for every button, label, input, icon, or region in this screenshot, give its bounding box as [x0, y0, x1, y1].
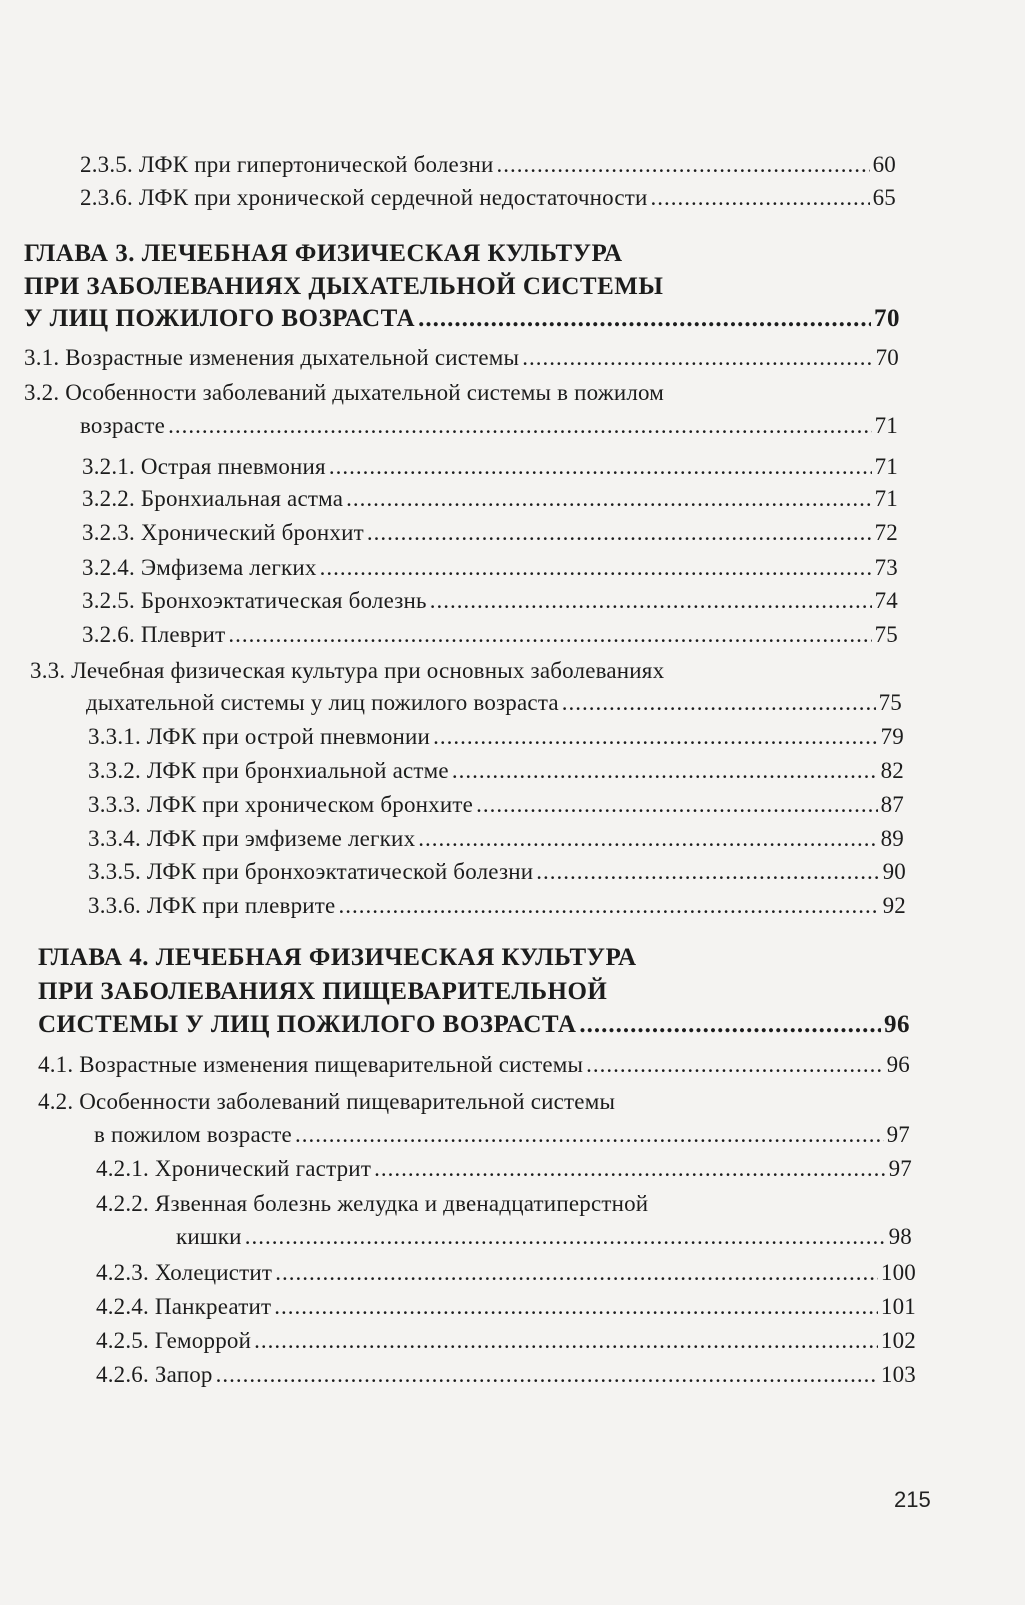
dot-leader [476, 790, 878, 820]
dot-leader [562, 688, 876, 718]
dot-leader [168, 411, 872, 441]
page-ref: 71 [874, 454, 898, 479]
dot-leader [452, 756, 878, 786]
page-ref: 96 [886, 1052, 910, 1077]
toc-entry-3-3-3 [88, 790, 904, 820]
toc-entry-4-1 [38, 1050, 910, 1080]
entry-label: 3.2.4. Эмфизема легких [82, 555, 317, 580]
dot-leader [254, 1326, 878, 1356]
dot-leader [418, 824, 877, 854]
entry-label: 2.3.6. ЛФК при хронической сердечной недостаточности [80, 185, 648, 210]
dot-leader [338, 891, 879, 921]
entry-label: 3.3.2. ЛФК при бронхиальной астме [88, 758, 449, 783]
toc-entry-4-2-6 [96, 1360, 916, 1390]
page-ref: 71 [874, 413, 898, 438]
dot-leader [245, 1222, 886, 1252]
page-ref: 65 [872, 185, 896, 210]
chapter-3-title-line-2: ПРИ ЗАБОЛЕВАНИЯХ ДЫХАТЕЛЬНОЙ СИСТЕМЫ [24, 273, 664, 300]
dot-leader [295, 1120, 884, 1150]
dot-leader [586, 1050, 883, 1080]
toc-entry-3-2-6 [82, 620, 898, 650]
toc-entry-2-3-6 [80, 183, 896, 213]
entry-label: СИСТЕМЫ У ЛИЦ ПОЖИЛОГО ВОЗРАСТА [38, 1011, 577, 1038]
page-ref: 70 [874, 305, 900, 332]
page-ref: 87 [880, 792, 904, 817]
toc-entry-4-2-2-line-2 [176, 1222, 912, 1252]
dot-leader [216, 1360, 878, 1390]
toc-entry-3-2-line-1: 3.2. Особенности заболеваний дыхательной системы в пожилом [24, 380, 665, 405]
toc-entry-3-2-2 [82, 484, 898, 514]
entry-label: У ЛИЦ ПОЖИЛОГО ВОЗРАСТА [24, 305, 416, 332]
entry-label: 3.3.1. ЛФК при острой пневмонии [88, 724, 431, 749]
toc-entry-3-3-2 [88, 756, 904, 786]
entry-label: 3.2.1. Острая пневмония [82, 454, 326, 479]
entry-label: 3.3.4. ЛФК при эмфиземе легких [88, 826, 416, 851]
page-ref: 70 [875, 345, 899, 370]
page-ref: 96 [884, 1011, 910, 1038]
dot-leader [228, 620, 871, 650]
toc-entry-2-3-5 [80, 150, 896, 180]
dot-leader [418, 304, 871, 334]
page-ref: 102 [880, 1328, 916, 1353]
page-ref: 89 [880, 826, 904, 851]
page-ref: 71 [874, 486, 898, 511]
toc-entry-4-2-line-2 [94, 1120, 910, 1150]
entry-label: 3.2.3. Хронический бронхит [82, 520, 364, 545]
chapter-4-title-line-2: ПРИ ЗАБОЛЕВАНИЯХ ПИЩЕВАРИТЕЛЬНОЙ [38, 978, 608, 1005]
page-ref: 79 [880, 724, 904, 749]
entry-label: 4.2.4. Панкреатит [96, 1294, 272, 1319]
dot-leader [374, 1154, 886, 1184]
entry-label: 3.2.5. Бронхоэктатическая болезнь [82, 588, 427, 613]
page-ref: 97 [888, 1156, 912, 1181]
entry-label: 4.2.3. Холецистит [96, 1260, 273, 1285]
dot-leader [367, 518, 872, 548]
toc-entry-4-2-5 [96, 1326, 916, 1356]
entry-label: 4.2.5. Геморрой [96, 1328, 252, 1353]
toc-entry-4-2-2-line-1: 4.2.2. Язвенная болезнь желудка и двенадцатиперстной [96, 1191, 649, 1216]
entry-label: 3.1. Возрастные изменения дыхательной системы [24, 345, 520, 370]
toc-entry-3-3-1 [88, 722, 904, 752]
toc-entry-3-3-4 [88, 824, 904, 854]
page-ref: 75 [874, 622, 898, 647]
dot-leader [430, 586, 872, 616]
page-ref: 72 [874, 520, 898, 545]
page-ref: 74 [874, 588, 898, 613]
entry-label: 4.1. Возрастные изменения пищеварительной системы [38, 1052, 584, 1077]
entry-label: 3.2.6. Плеврит [82, 622, 226, 647]
toc-entry-3-2-3 [82, 518, 898, 548]
entry-label: возрасте [80, 413, 166, 438]
toc-entry-3-3-6 [88, 891, 906, 921]
dot-leader [275, 1258, 878, 1288]
chapter-3-title-line-1: ГЛАВА 3. ЛЕЧЕБНАЯ ФИЗИЧЕСКАЯ КУЛЬТУРА [24, 240, 623, 267]
toc-entry-4-2-3 [96, 1258, 916, 1288]
toc-entry-3-1 [24, 343, 899, 373]
entry-label: 2.3.5. ЛФК при гипертонической болезни [80, 152, 494, 177]
chapter-4-title-line-1: ГЛАВА 4. ЛЕЧЕБНАЯ ФИЗИЧЕСКАЯ КУЛЬТУРА [38, 944, 637, 971]
page-ref: 60 [872, 152, 896, 177]
page-ref: 103 [880, 1362, 916, 1387]
toc-entry-3-2-1 [82, 452, 898, 482]
toc-entry-3-3-5 [88, 857, 906, 887]
dot-leader [320, 553, 872, 583]
toc-entry-4-2-4 [96, 1292, 916, 1322]
toc-entry-3-2-line-2 [80, 411, 898, 441]
toc-entry-4-2-1 [96, 1154, 912, 1184]
dot-leader [274, 1292, 878, 1322]
entry-label: 3.3.6. ЛФК при плеврите [88, 893, 336, 918]
page-ref: 98 [888, 1224, 912, 1249]
entry-label: кишки [176, 1224, 242, 1249]
entry-label: 3.3.5. ЛФК при бронхоэктатической болезни [88, 859, 534, 884]
page-ref: 73 [874, 555, 898, 580]
dot-leader [651, 183, 870, 213]
dot-leader [433, 722, 878, 752]
chapter-4-title-line-3 [38, 1010, 910, 1040]
page-ref: 92 [882, 893, 906, 918]
toc-entry-4-2-line-1: 4.2. Особенности заболеваний пищеварительной системы [38, 1089, 616, 1114]
entry-label: 3.2.2. Бронхиальная астма [82, 486, 344, 511]
toc-entry-3-3-line-2 [86, 688, 902, 718]
page-ref: 75 [878, 690, 902, 715]
page-ref: 100 [880, 1260, 916, 1285]
toc-entry-3-3-line-1: 3.3. Лечебная физическая культура при основных заболеваниях [30, 658, 665, 683]
dot-leader [536, 857, 879, 887]
entry-label: в пожилом возрасте [94, 1122, 292, 1147]
page-ref: 101 [880, 1294, 916, 1319]
dot-leader [522, 343, 872, 373]
dot-leader [329, 452, 872, 482]
toc-entry-3-2-5 [82, 586, 898, 616]
page-number: 215 [894, 1487, 931, 1512]
page-ref: 82 [880, 758, 904, 783]
entry-label: 4.2.6. Запор [96, 1362, 213, 1387]
page-ref: 97 [886, 1122, 910, 1147]
toc-entry-3-2-4 [82, 553, 898, 583]
dot-leader [579, 1010, 881, 1040]
entry-label: 3.3.3. ЛФК при хроническом бронхите [88, 792, 474, 817]
entry-label: дыхательной системы у лиц пожилого возраста [86, 690, 559, 715]
chapter-3-title-line-3 [24, 304, 900, 334]
page-ref: 90 [882, 859, 906, 884]
dot-leader [346, 484, 871, 514]
dot-leader [497, 150, 870, 180]
entry-label: 4.2.1. Хронический гастрит [96, 1156, 372, 1181]
